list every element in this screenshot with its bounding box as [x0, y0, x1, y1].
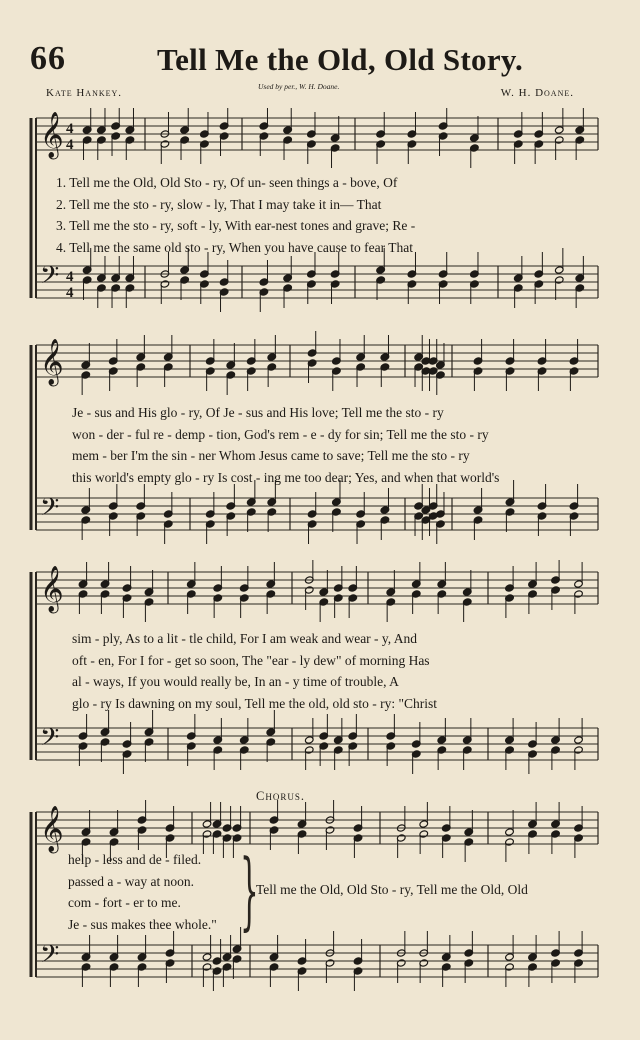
lyric-verse-4: glo - ry Is dawning on my soul, Tell me the old, old sto - ry: "Christ — [72, 695, 438, 711]
verse-ending-3: com - fort - er to me. — [68, 895, 181, 910]
permission-note: Used by per., W. H. Doane. — [258, 82, 340, 91]
treble-clef-icon: 𝄞 — [40, 112, 64, 158]
time-signature-bottom: 4 — [66, 137, 74, 153]
treble-clef-icon: 𝄞 — [40, 806, 64, 852]
bass-staff — [36, 728, 598, 760]
lyrics-system-2 — [72, 402, 612, 488]
hymn-title: Tell Me the Old, Old Story. — [156, 42, 524, 77]
lyric-verse-2: oft - en, For I for - get so soon, The "ear - ly dew" of morning Has — [72, 652, 430, 668]
bass-staff — [36, 266, 598, 298]
time-signature-top: 4 — [66, 121, 74, 137]
lyric-verse-4: this world's empty glo - ry Is cost - ing me too dear; Yes, and when that world's — [72, 469, 500, 485]
lyric-verse-3: al - ways, If you would really be, In an - y time of trouble, A — [72, 674, 399, 689]
verse-brace: } — [240, 841, 259, 939]
bass-clef-icon: 𝄢 — [40, 261, 60, 296]
lyric-verse-1: sim - ply, As to a lit - tle child, For I am weak and wear - y, And — [72, 631, 418, 646]
treble-staff — [36, 812, 598, 844]
verse-ending-4: Je - sus makes thee whole." — [68, 916, 217, 932]
chorus-verse-endings — [68, 841, 259, 939]
chorus-label: Chorus. — [256, 789, 305, 803]
chorus-refrain: Tell me the Old, Old Sto - ry, Tell me the Old, Old — [256, 882, 528, 897]
time-signature-top: 4 — [66, 269, 74, 285]
time-signature-bottom: 4 — [66, 285, 74, 301]
composer-credit: W. H. Doane. — [500, 87, 574, 99]
lyrics-system-1 — [56, 172, 596, 258]
verse-ending-1: help - less and de - filed. — [68, 852, 202, 867]
bass-staff — [36, 945, 598, 977]
lyric-verse-2: won - der - ful re - demp - tion, God's rem - e - dy for sin; Tell me the sto - ry — [72, 426, 489, 442]
treble-clef-icon: 𝄞 — [40, 339, 64, 385]
bass-clef-icon: 𝄢 — [40, 723, 60, 758]
lyric-verse-3: 3. Tell me the sto - ry, soft - ly, With ear-nest tones and grave; Re - — [56, 218, 416, 233]
lyric-verse-4: 4. Tell me the same old sto - ry, When you have cause to fear That — [56, 239, 413, 255]
lyric-verse-1: 1. Tell me the Old, Old Sto - ry, Of un- seen things a - bove, Of — [56, 175, 398, 190]
lyric-verse-1: Je - sus and His glo - ry, Of Je - sus and His love; Tell me the sto - ry — [72, 405, 444, 420]
bass-clef-icon: 𝄢 — [40, 940, 60, 975]
hymn-number: 66 — [30, 40, 66, 77]
author-credit: Kate Hankey. — [46, 87, 123, 99]
lyric-verse-2: 2. Tell me the sto - ry, slow - ly, That I may take it in— That — [56, 196, 382, 212]
treble-clef-icon: 𝄞 — [40, 566, 64, 612]
bass-clef-icon: 𝄢 — [40, 493, 60, 528]
verse-ending-2: passed a - way at noon. — [68, 873, 194, 889]
lyrics-system-3 — [72, 628, 612, 714]
lyric-verse-3: mem - ber I'm the sin - ner Whom Jesus came to save; Tell me the sto - ry — [72, 448, 470, 463]
